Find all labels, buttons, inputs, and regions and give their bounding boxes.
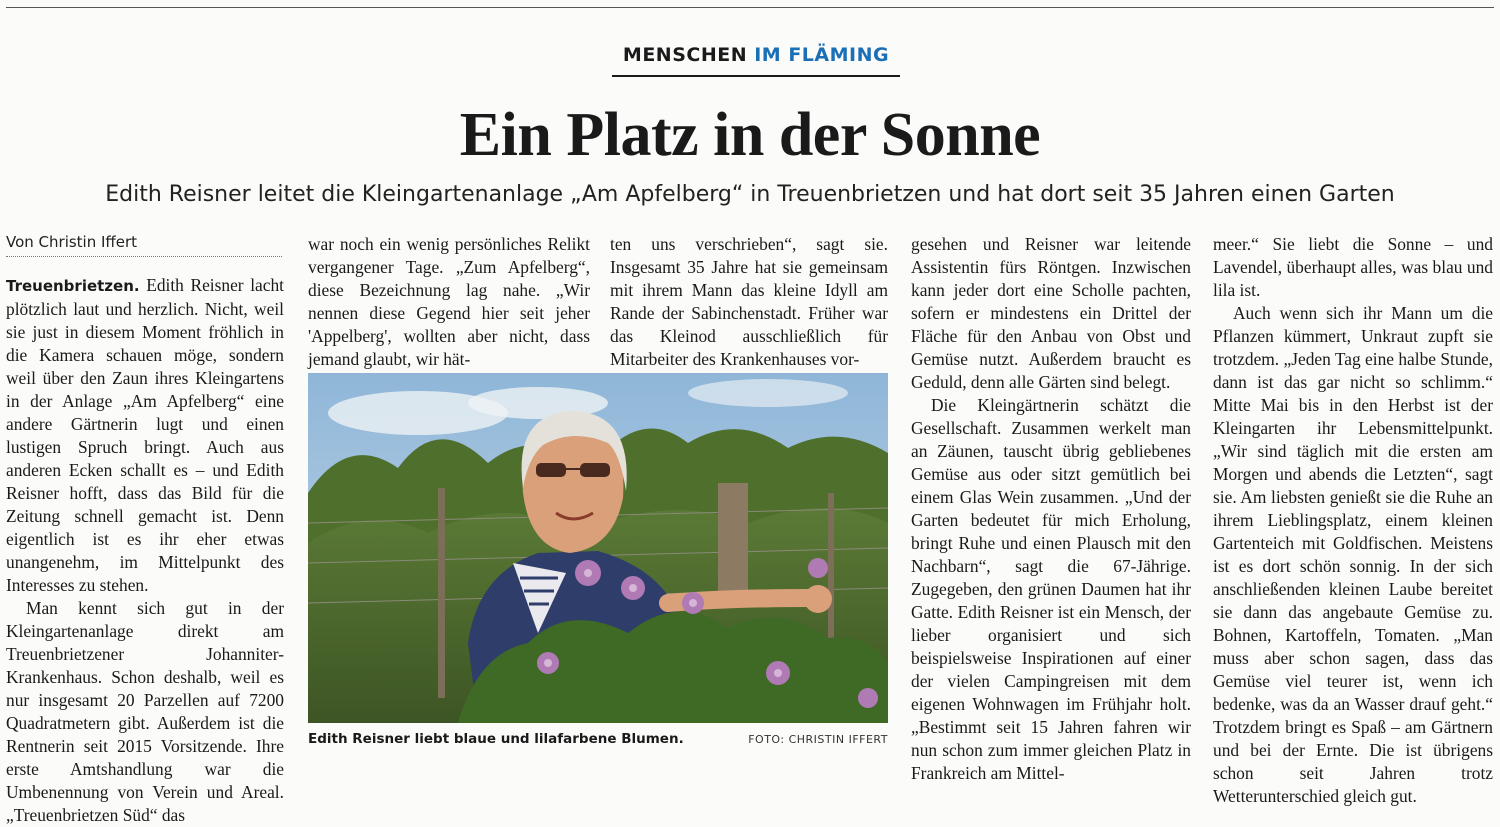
paragraph: Man kennt sich gut in der Kleingartenanlage direkt am Treuenbrietzener Johanniter-Krankenhaus. Schon deshalb, weil es nur insgesamt 20 Parzellen auf 7200 Quadratmetern gibt. Außerdem ist die Rentnerin seit 2015 Vorsitzende. Ihre erste Amtshandlung war die Umbenennung von Verein und Areal. „Treuenbrietzen Süd“ das [6,598,284,825]
photo-caption: Edith Reisner liebt blaue und lilafarbene Blumen. [308,731,684,747]
kicker-part-menschen: MENSCHEN [622,44,748,66]
paragraph: meer.“ Sie liebt die Sonne – und Lavendel, überhaupt alles, was blau und lila ist. [1213,234,1493,300]
garden-photo-illustration [308,373,888,723]
article-headline: Ein Platz in der Sonne [459,101,1041,169]
photo-credit: FOTO: CHRISTIN IFFERT [748,733,888,746]
paragraph: Die Kleingärtnerin schätzt die Gesellschaft. Zusammen werkelt man an Zäunen, tauscht übrig gebliebenes Gemüse aus oder sitzt gemütlich bei einem Glas Wein zusammen. „Und der Garten bedeutet für mich Erholung, bringt Ruhe und einen Plausch mit den Nachbarn“, sagt die 67-Jährige. Zugegeben, den grünen Daumen hat ihr Gatte. Edith Reisner ist ein Mensch, der lieber organisiert und sich beispielsweise Inspirationen auf einer der vielen Campingreisen mit dem eigenen Wohnwagen im Frühjahr holt. „Bestimmt seit 15 Jahren fahren wir nun schon zum immer gleichen Platz in Frankreich am Mittel- [911,395,1191,783]
article-column-2 [308,233,590,371]
article-column-1 [6,274,284,827]
byline-divider [6,256,282,257]
top-rule [6,7,1494,8]
paragraph: gesehen und Reisner war leitende Assistentin fürs Röntgen. Inzwischen kann jeder dort eine Scholle pachten, sofern er mindestens ein Drittel der Fläche für den Anbau von Obst und Gemüse nutzt. Außerdem braucht es Geduld, denn alle Gärten sind belegt. [911,234,1191,392]
paragraph: Auch wenn sich ihr Mann um die Pflanzen kümmert, Unkraut zupft sie trotzdem. „Jeden Tag eine halbe Stunde, dann ist das gar nicht so schlimm.“ Mitte Mai bis in den Herbst ist der Kleingarten ihr Lebensmittelpunkt. „Wir sind täglich mit die ersten am Morgen und abends die Letzten“, sagt sie. Am liebsten genießt sie die Ruhe an ihrem Lieblingsplatz, einem kleinen Gartenteich mit Goldfischen. Meistens ist es dort schön sonnig. In der sich anschließenden kleinen Laube bereitet sie dann das angebaute Gemüse zu. Bohnen, Kartoffeln, Tomaten. „Man muss aber schon sagen, dass das Gemüse viel teurer ist, wenn ich bedenke, was da an Wasser drauf geht.“ Trotzdem bringt es Spaß – am Gärtnern und bei der Ernte. Die ist übrigens schon seit Jahren trotz Wetterunterschied gleich gut. [1213,303,1493,806]
paragraph-text: Edith Reisner lacht plötzlich laut und herzlich. Nicht, weil sie just in diesem Moment fröhlich in die Kamera schauen möge, sondern weil über den Zaun ihres Kleingartens in der Anlage „Am Apfelberg“ eine andere Gärtnerin lugt und einen lustigen Spruch bringt. Auch aus anderen Ecken schallt es – und Edith Reisner hofft, dass das Bild für die Zeitung schnell gemacht ist. Denn eigentlich ist es ihr eher etwas unangenehm, im Mittelpunkt des Interesses zu stehen. [6,275,284,595]
article-column-5 [1213,233,1493,808]
section-kicker [612,44,900,66]
paragraph [6,274,284,597]
article-subheadline: Edith Reisner leitet die Kleingartenanlage „Am Apfelberg“ in Treuenbrietzen und hat dort seit 35 Jahren einen Garten [105,182,1395,207]
kicker-underline [612,75,900,77]
article-photo [308,373,888,723]
photo-caption-row [308,731,888,749]
dateline: Treuenbrietzen. [6,277,140,295]
article-column-4 [911,233,1191,785]
paragraph: war noch ein wenig persönliches Relikt vergangener Tage. „Zum Apfelberg“, diese Bezeichnung lag nahe. „Wir nennen diese Gegend hier seit jeher 'Appelberg', wollten aber nicht, dass jemand glaubt, wir hät- [308,234,590,369]
kicker-part-flaeming: IM FLÄMING [754,44,890,66]
article-column-3 [610,233,888,371]
byline: Von Christin Iffert [6,233,138,251]
paragraph: ten uns verschrieben“, sagt sie. Insgesamt 35 Jahre hat sie gemeinsam mit ihrem Mann das kleine Idyll am Rande der Sabinchenstadt. Früher war das Kleinod ausschließlich für Mitarbeiter des Krankenhauses vor- [610,234,888,369]
